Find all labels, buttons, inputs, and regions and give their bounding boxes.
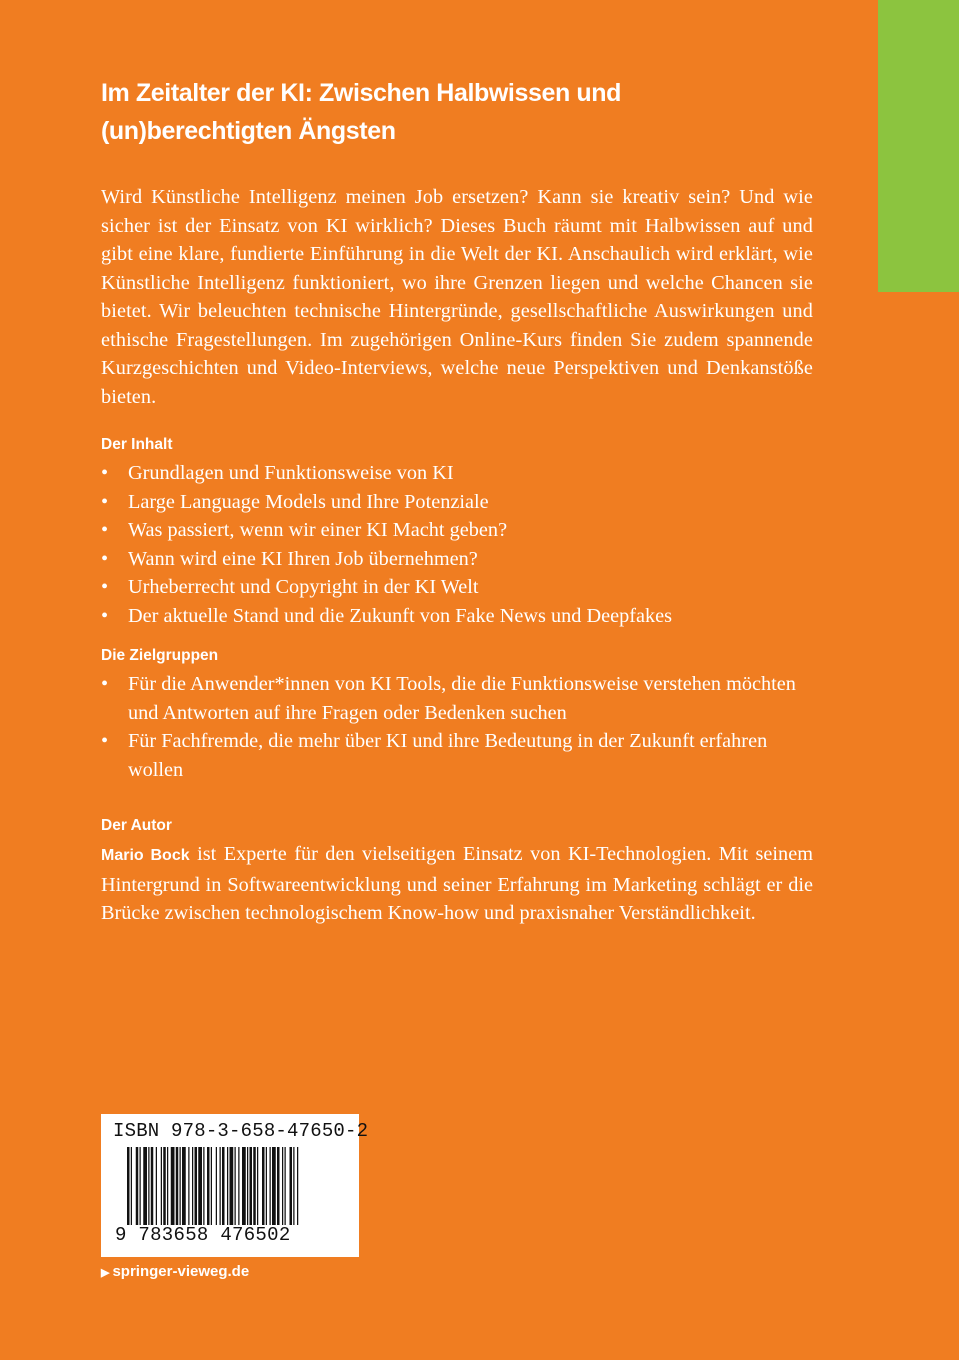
barcode-digits: 9 783658 476502 [115, 1224, 291, 1246]
bullet-icon: • [101, 490, 109, 513]
audience-list [101, 670, 813, 784]
list-item: • Der aktuelle Stand und die Zukunft von Fake News und Deepfakes [101, 602, 813, 631]
list-item: • Grundlagen und Funktionsweise von KI [101, 459, 813, 488]
intro-paragraph: Wird Künstliche Intelligenz meinen Job ersetzen? Kann sie kreativ sein? Und wie sicher ist der Einsatz von KI wirklich? Dieses Buch räumt mit Halbwissen auf und gibt eine klare, fundierte Einführung in die Welt der KI. Anschaulich wird erklärt, wie Künstliche Intelligenz funktioniert, wo ihre Grenzen liegen und welche Chancen sie bietet. Wir beleuchten technische Hintergründe, gesellschaftliche Auswirkungen und ethische Fragestellungen. Im zugehörigen Online-Kurs finden Sie zudem spannende Kurzgeschichten und Video-Interviews, welche neue Perspektiven und Denkanstöße bieten. [101, 186, 813, 408]
bullet-icon: • [101, 673, 109, 695]
isbn-label: ISBN 978-3-658-47650-2 [113, 1120, 369, 1142]
list-item: • Für Fachfremde, die mehr über KI und ihre Bedeutung in der Zukunft erfahren wollen [101, 727, 813, 784]
bullet-icon: • [101, 547, 109, 570]
bullet-icon: • [101, 462, 109, 484]
book-title: Im Zeitalter der KI: Zwischen Halbwissen und (un)berechtigten Ängsten [101, 79, 622, 145]
list-item: • Was passiert, wenn wir einer KI Macht geben? [101, 516, 813, 545]
back-cover-content [101, 74, 813, 928]
list-item: • Wann wird eine KI Ihren Job übernehmen? [101, 545, 813, 574]
contents-list [101, 459, 813, 630]
barcode-image [127, 1147, 351, 1225]
bullet-icon: • [101, 730, 109, 752]
publisher-url: springer-vieweg.de [112, 1263, 250, 1280]
bullet-icon: • [101, 576, 109, 598]
author-name: Mario Bock [101, 847, 190, 864]
list-item: • Large Language Models und Ihre Potenziale [101, 488, 813, 517]
arrow-right-icon: ▶ [101, 1267, 110, 1279]
audience-heading: Die Zielgruppen [101, 647, 219, 664]
author-bio-text: ist Experte für den vielseitigen Einsatz von KI-Technologien. Mit seinem Hintergrund in Softwareentwicklung und seiner Erfahrung im Marketing schlägt er die Brücke zwischen technologischem Know-how und praxisnaher Verständlichkeit. [101, 843, 813, 924]
author-heading: Der Autor [101, 817, 172, 834]
list-item: • Für die Anwender*innen von KI Tools, die die Funktionsweise verstehen möchten und Antworten auf ihre Fragen oder Bedenken suchen [101, 670, 813, 727]
publisher-link[interactable] [101, 1263, 249, 1280]
list-item: • Urheberrecht und Copyright in der KI Welt [101, 573, 813, 602]
isbn-barcode-box [101, 1114, 369, 1257]
bullet-icon: • [101, 519, 109, 541]
green-accent-tab [878, 0, 959, 292]
contents-heading: Der Inhalt [101, 436, 173, 453]
bullet-icon: • [101, 604, 109, 627]
author-bio [101, 840, 813, 928]
